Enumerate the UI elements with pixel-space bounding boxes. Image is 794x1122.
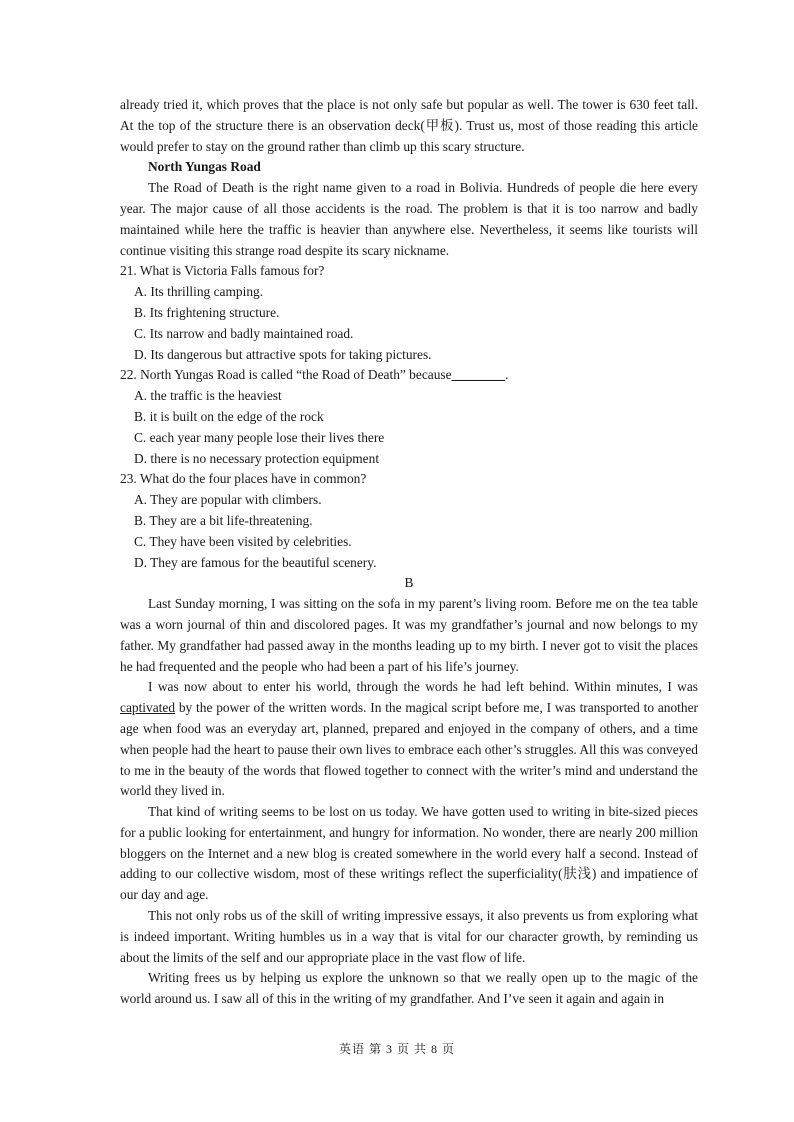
paragraph: Last Sunday morning, I was sitting on the sofa in my parent’s living room. Before me on the tea table was a worn journal of thin and discolored pages. It was my grandfather’s journal and now belongs to my father. My grandfather had passed away in the months leading up to my birth. I never got to visit the places he had frequented and the people who had been a part of his life’s journey. [120, 596, 698, 674]
paragraph: already tried it, which proves that the place is not only safe but popular as well. The tower is 630 feet tall. At the top of the structure there is an observation deck(甲板). Trust us, most of those reading this article would prefer to stay on the ground rather than climb up this scary structure. [120, 97, 698, 154]
question-stem-text: 22. North Yungas Road is called “the Road of Death” because [120, 367, 452, 383]
section-heading: North Yungas Road [148, 159, 261, 175]
answer-blank: ________ [451, 367, 506, 383]
option-c: C. each year many people lose their lives there [134, 429, 385, 445]
option-a: A. Its thrilling camping. [134, 284, 264, 300]
option-a: A. They are popular with climbers. [134, 492, 322, 508]
page-content [120, 95, 698, 1010]
question-stem [120, 365, 698, 386]
question-stem: 21. What is Victoria Falls famous for? [120, 263, 325, 279]
option-b: B. Its frightening structure. [134, 304, 280, 320]
paragraph-text: by the power of the written words. In the magical script before me, I was transported to another age when food was an everyday art, planned, prepared and enjoyed in the company of others, and a time when people had the heart to pause their own lives to embrace each other’s struggles. All this was conveyed to me in the beauty of the words that flowed together to connect with the writer’s mind and understand the world they lived in. [120, 700, 698, 799]
option-b: B. it is built on the edge of the rock [134, 408, 324, 424]
page-footer: 英语 第 3 页 共 8 页 [338, 1042, 455, 1056]
paragraph-text: I was now about to enter his world, through the words he had left behind. Within minutes, I was [148, 679, 698, 695]
question-21 [120, 261, 698, 365]
paragraph: That kind of writing seems to be lost on us today. We have gotten used to writing in bite-sized pieces for a public looking for entertainment, and hungry for information. No wonder, there are nearly 200 million bloggers on the Internet and a new blog is created somewhere in the world every half a second. Instead of adding to our collective wisdom, most of these writings reflect the superficiality(肤浅) and impatience of our day and age. [120, 804, 698, 903]
option-c: C. Its narrow and badly maintained road. [134, 325, 354, 341]
paragraph: This not only robs us of the skill of writing impressive essays, it also prevents us from exploring what is indeed important. Writing humbles us in a way that is vital for our character growth, by reminding us about the limits of the self and our appropriate place in the vast flow of life. [120, 908, 698, 965]
option-d: D. Its dangerous but attractive spots for taking pictures. [134, 346, 432, 362]
question-23 [120, 469, 698, 573]
option-d: D. They are famous for the beautiful scenery. [134, 554, 377, 570]
question-stem: 23. What do the four places have in common? [120, 471, 367, 487]
paragraph [120, 677, 698, 802]
option-a: A. the traffic is the heaviest [134, 388, 282, 404]
paragraph: The Road of Death is the right name given to a road in Bolivia. Hundreds of people die here every year. The major cause of all those accidents is the road. The problem is that it is too narrow and badly maintained while here the traffic is heavier than anywhere else. Nevertheless, it seems like tourists will continue visiting this strange road despite its scary nickname. [120, 180, 698, 258]
underlined-word: captivated [120, 700, 176, 716]
question-stem-end: . [505, 367, 509, 383]
paragraph: Writing frees us by helping us explore the unknown so that we really open up to the magic of the world around us. I saw all of this in the writing of my grandfather. And I’ve seen it again and again in [120, 970, 698, 1007]
option-d: D. there is no necessary protection equipment [134, 450, 380, 466]
option-c: C. They have been visited by celebrities. [134, 533, 352, 549]
option-b: B. They are a bit life-threatening. [134, 512, 313, 528]
question-22 [120, 365, 698, 469]
passage-label: B [404, 575, 414, 591]
